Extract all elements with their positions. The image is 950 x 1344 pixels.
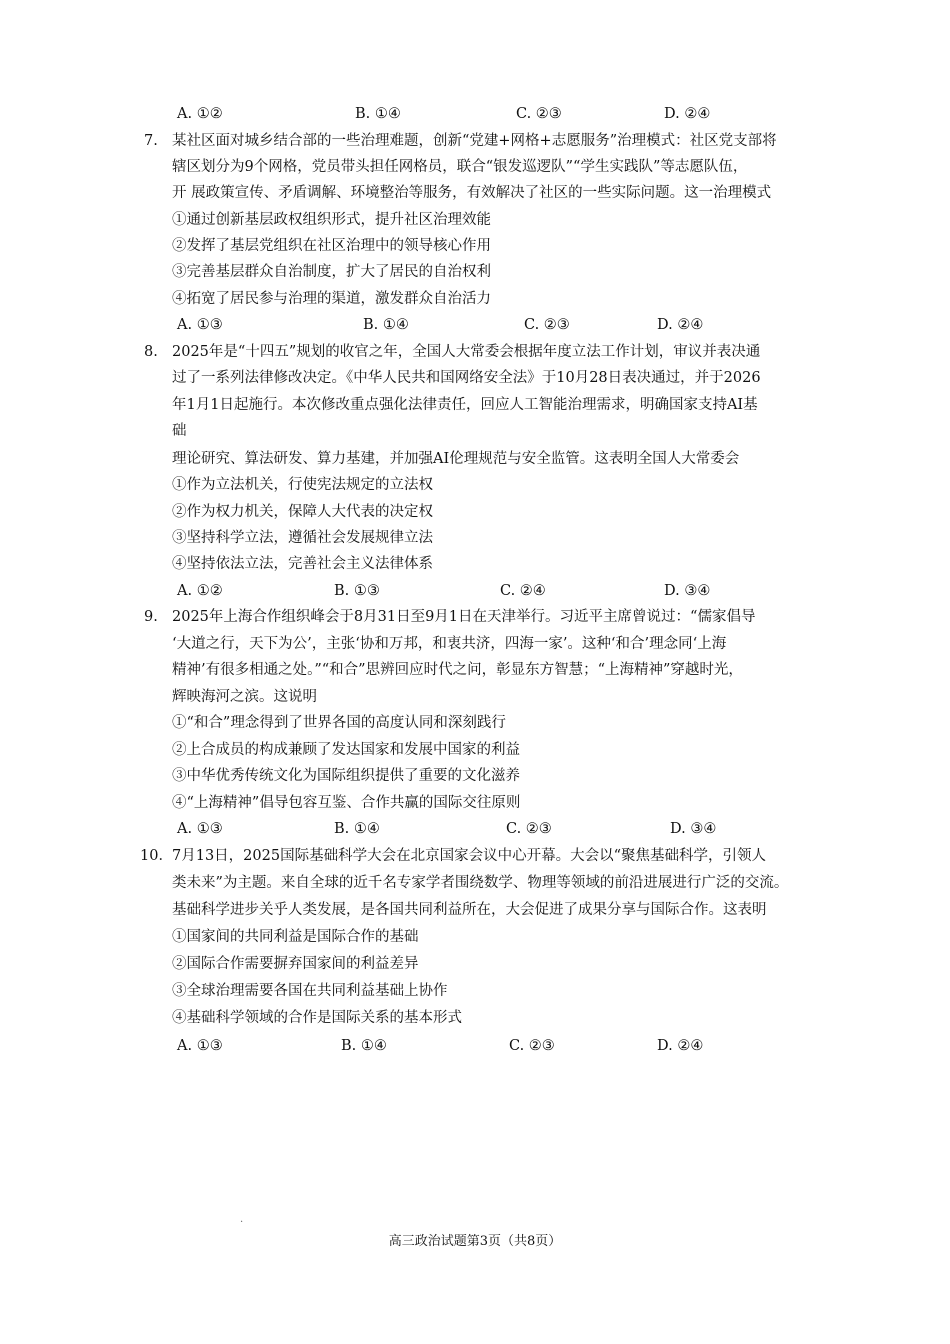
q8-item-3: ③坚持科学立法，遵循社会发展规律立法 <box>172 530 433 546</box>
q8-item-1: ①作为立法机关，行使宪法规定的立法权 <box>172 477 433 493</box>
q7-option-d: D. ②④ <box>657 317 704 333</box>
q8-item-4: ④坚持依法立法，完善社会主义法律体系 <box>172 556 433 572</box>
q10-option-b: B. ①④ <box>341 1038 387 1054</box>
q7-item-1: ①通过创新基层政权组织形式，提升社区治理效能 <box>172 212 491 228</box>
q8-stem-line: 础 <box>172 423 187 439</box>
q6-option-d: D. ②④ <box>664 106 711 122</box>
q10-item-4: ④基础科学领域的合作是国际关系的基本形式 <box>172 1010 462 1026</box>
q9-item-1: ①“和合”理念得到了世界各国的高度认同和深刻践行 <box>172 715 506 731</box>
q6-option-c: C. ②③ <box>516 106 562 122</box>
q9-item-4: ④“上海精神”倡导包容互鉴、合作共赢的国际交往原则 <box>172 795 521 811</box>
q8-stem-line: 年1月1日起施行。本次修改重点强化法律责任，回应人工智能治理需求，明确国家支持AI基 <box>172 397 758 413</box>
q8-number: 8. <box>144 344 158 360</box>
q6-option-b: B. ①④ <box>355 106 401 122</box>
q7-stem-line: 某社区面对城乡结合部的一些治理难题，创新“党建+网格+志愿服务”治理模式：社区党支部将 <box>172 133 777 149</box>
q9-option-a: A. ①③ <box>177 821 223 837</box>
q8-option-b: B. ①③ <box>334 583 380 599</box>
q7-option-b: B. ①④ <box>363 317 409 333</box>
q9-option-b: B. ①④ <box>334 821 380 837</box>
q7-number: 7. <box>144 133 158 149</box>
q10-option-c: C. ②③ <box>509 1038 555 1054</box>
q8-stem-line: 理论研究、算法研发、算力基建，并加强AI伦理规范与安全监管。这表明全国人大常委会 <box>172 451 740 467</box>
q10-number: 10． <box>140 848 173 864</box>
footer-dot: . <box>240 1214 244 1225</box>
q8-item-2: ②作为权力机关，保障人大代表的决定权 <box>172 504 433 520</box>
q10-option-d: D. ②④ <box>657 1038 704 1054</box>
q7-item-3: ③完善基层群众自治制度，扩大了居民的自治权利 <box>172 264 491 280</box>
q10-option-a: A. ①③ <box>177 1038 223 1054</box>
q9-option-d: D. ③④ <box>670 821 717 837</box>
q10-stem-line: 基础科学进步关乎人类发展，是各国共同利益所在，大会促进了成果分享与国际合作。这表明 <box>172 902 767 918</box>
q10-item-3: ③全球治理需要各国在共同利益基础上协作 <box>172 983 448 999</box>
q10-item-1: ①国家间的共同利益是国际合作的基础 <box>172 929 419 945</box>
q9-stem-line: 2025年上海合作组织峰会于8月31日至9月1日在天津举行。习近平主席曾说过：“儒家倡导 <box>172 609 756 625</box>
q8-option-c: C. ②④ <box>500 583 546 599</box>
q10-stem-line: 类未来”为主题。来自全球的近千名专家学者围绕数学、物理等领域的前沿进展进行广泛的交流。 <box>172 875 789 891</box>
q9-stem-line: ‘大道之行，天下为公’，主张‘协和万邦，和衷共济，四海一家’。这种‘和合’理念同‘上海 <box>172 636 727 652</box>
q6-option-a: A. ①② <box>177 106 223 122</box>
q8-stem-line: 2025年是“十四五”规划的收官之年，全国人大常委会根据年度立法工作计划，审议并表决通 <box>172 344 761 360</box>
page-footer: 高三政治试题第3页（共8页） <box>388 1234 562 1249</box>
q7-item-4: ④拓宽了居民参与治理的渠道，激发群众自治活力 <box>172 291 491 307</box>
q7-option-c: C. ②③ <box>524 317 570 333</box>
q9-number: 9. <box>144 609 158 625</box>
q8-option-d: D. ③④ <box>664 583 711 599</box>
q9-item-3: ③中华优秀传统文化为国际组织提供了重要的文化滋养 <box>172 768 520 784</box>
q7-option-a: A. ①③ <box>177 317 223 333</box>
q10-item-2: ②国际合作需要摒弃国家间的利益差异 <box>172 956 419 972</box>
q9-stem-line: 精神’有很多相通之处。”“和合”思辨回应时代之问，彰显东方智慧；“上海精神”穿越时光， <box>172 662 743 678</box>
q7-item-2: ②发挥了基层党组织在社区治理中的领导核心作用 <box>172 238 491 254</box>
q8-option-a: A. ①② <box>177 583 223 599</box>
q9-item-2: ②上合成员的构成兼顾了发达国家和发展中国家的利益 <box>172 742 520 758</box>
q7-stem-line: 开 展政策宣传、矛盾调解、环境整治等服务，有效解决了社区的一些实际问题。这一治理模式 <box>172 185 772 201</box>
q7-stem-line: 辖区划分为9个网格，党员带头担任网格员，联合“银发巡逻队”“学生实践队”等志愿队伍， <box>172 159 748 175</box>
q10-stem-line: 7月13日，2025国际基础科学大会在北京国家会议中心开幕。大会以“聚焦基础科学，引领人 <box>172 848 766 864</box>
q9-option-c: C. ②③ <box>506 821 552 837</box>
q9-stem-line: 辉映海河之滨。这说明 <box>172 689 317 705</box>
q8-stem-line: 过了一系列法律修改决定。《中华人民共和国网络安全法》于10月28日表决通过，并于2026 <box>172 370 761 386</box>
